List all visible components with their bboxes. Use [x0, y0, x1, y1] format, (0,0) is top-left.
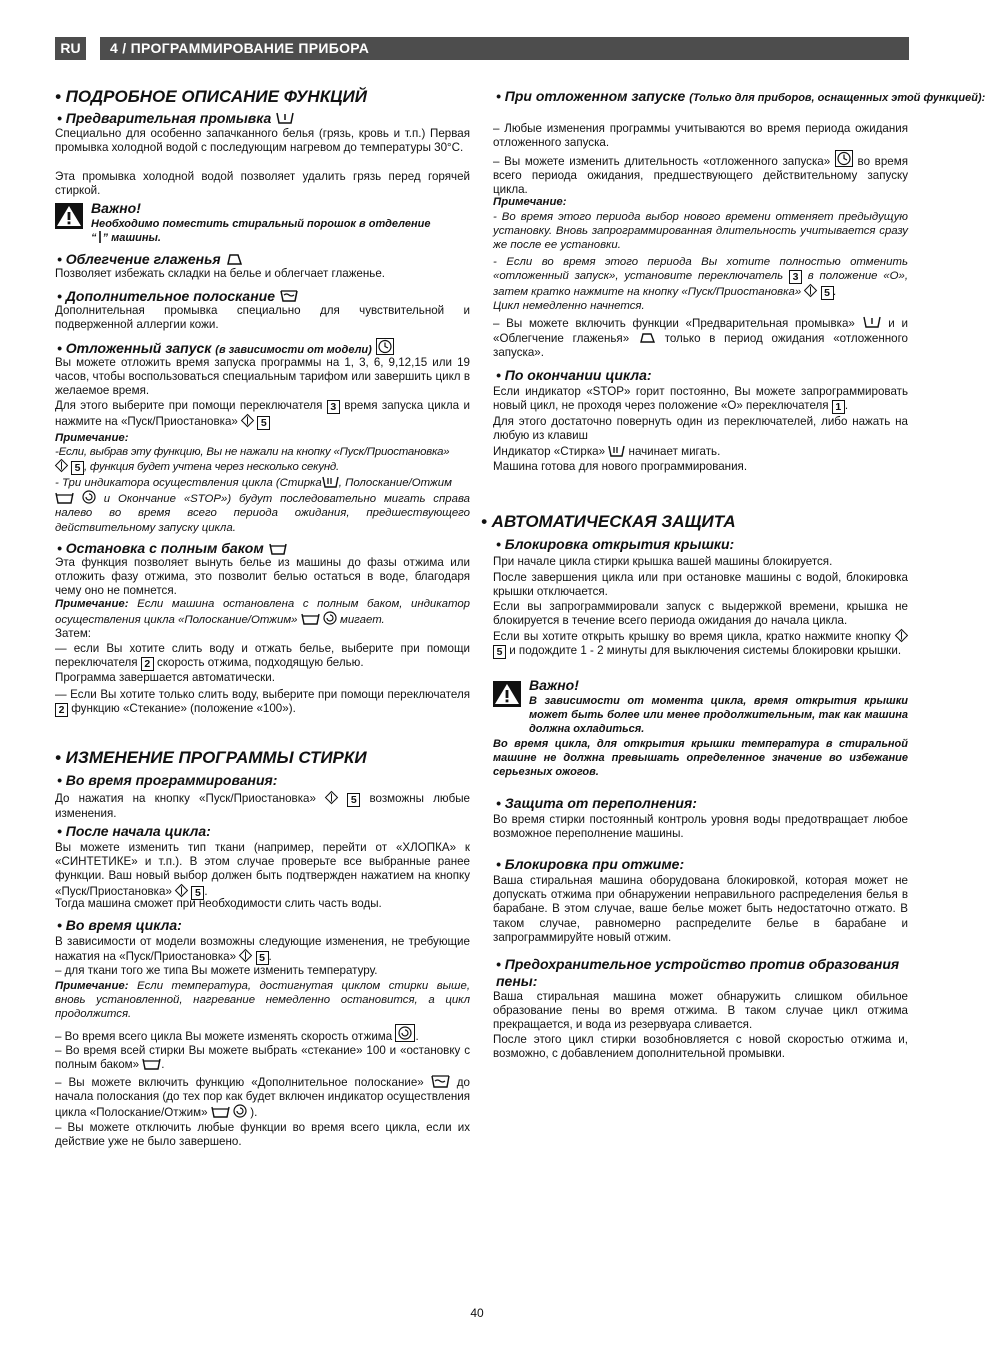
delay-note-1: -Если, выбрав эту функцию, Вы не нажали на кнопку «Пуск/Приостановка» 5 , функция будет учтена через несколько секунд. [55, 446, 450, 475]
rinse-hold-drain-spin: — если Вы хотите слить воду и отжать белье, выберите при помощи переключателя 2 скорость отжима, подходящую белью. Программа завершается автоматически. [55, 642, 470, 685]
overflow-protection-text: Во время стирки постоянный контроль уровня воды предотвращает любое возможное переполнение машины. [493, 813, 908, 841]
start-pause-icon [804, 284, 817, 297]
rinse-hold-title: • Остановка с полным баком [55, 540, 472, 557]
during-programming-title: • Во время программирования: [57, 772, 278, 788]
prewash-icon [862, 315, 882, 329]
end-of-cycle-text-1: Если индикатор «STOP» горит постоянно, Вы можете запрограммировать новый цикл, не проходя через положение «О» переключателя 1 . [493, 385, 908, 414]
extra-rinse-title: • Дополнительное полоскание [55, 288, 472, 305]
end-of-cycle-title: • По окончании цикла: [496, 367, 652, 383]
delayed-start-note-1: - Во время этого периода выбор нового времени отменяет предыдущую установку. Вновь запрограммированная длительность учитывается сразу же после ее установки. [493, 211, 908, 252]
selector-key-3: 3 [327, 400, 340, 414]
spin-speed-icon [395, 1024, 415, 1042]
detergent-compartment-icon [97, 231, 103, 243]
easy-iron-icon [225, 252, 243, 266]
note-label: Примечание: [55, 432, 129, 444]
delayed-start-text-1: – Любые изменения программы учитываются во время периода ожидания отложенного запуска. [493, 122, 908, 150]
then-label: Затем: [55, 627, 92, 640]
start-pause-icon [241, 414, 254, 427]
lid-lock-text-1: При начале цикла стирки крышка вашей машины блокируется. [493, 555, 833, 568]
start-key-5: 5 [257, 416, 270, 430]
start-key-5: 5 [71, 461, 84, 475]
lid-lock-text-2: После завершения цикла или при остановке машины с водой, блокировка крышки отключается. [493, 571, 908, 599]
rinse-spin-indicator-icon [301, 613, 320, 625]
foam-protection-text-2: После этого цикл стирки возобновляется с новой скоростью отжима и, возможно, с добавлением дополнительной промывки. [493, 1033, 908, 1061]
during-cycle-text-2: – для ткани того же типа Вы можете изменить температуру. [55, 964, 378, 977]
spin-lock-text: Ваша стиральная машина оборудована блокировкой, которая может не допускать отжима при обнаружении неправильного распределения белья в барабане. В этом случае, ваше белье может быть недостаточно отжато. В таком случае, равномерно распределите белье в барабане и запрограммируйте новый отжим. [493, 874, 908, 944]
start-pause-icon [55, 459, 68, 472]
warning-icon [493, 681, 521, 707]
rinse-hold-drain-only: — Если Вы хотите только слить воду, выберите при помощи переключателя 2 функцию «Стекание» (положение «100»). [55, 688, 470, 717]
section-change-program-title: • ИЗМЕНЕНИЕ ПРОГРАММЫ СТИРКИ [55, 748, 367, 767]
delay-start-text-1: Вы можете отложить время запуска программы на 1, 3, 6, 9,12,15 или 19 часов, чтобы воспользоваться специальным тарифом или завершить цикл в желаемое время. [55, 356, 470, 398]
lid-lock-text-3: Если вы запрограммировали запуск с выдержкой времени, крышка не блокируется в течение всего периода ожидания до начала цикла. [493, 600, 908, 628]
selector-key-1: 1 [832, 400, 845, 414]
delayed-start-text-2: – Вы можете изменить длительность «отложенного запуска» во время всего периода ожидания, предшествующего действительному запуску цикла. [493, 150, 908, 198]
easy-iron-title: • Облегчение глаженья [55, 251, 472, 268]
foam-protection-title: • Предохранительное устройство против образования пены: [496, 956, 900, 989]
during-cycle-extra-rinse: – Вы можете включить функцию «Дополнительное полоскание» до начала полоскания (до тех пор как будет включен индикатор осуществления цикла «Полоскание/Отжим» ). [55, 1076, 470, 1120]
extra-rinse-text: Дополнительная промывка специально для чувствительной и подверженной аллергии кожи. [55, 304, 470, 332]
clock-icon [835, 150, 853, 167]
wash-indicator-icon [322, 476, 339, 488]
end-of-cycle-text-4: Машина готова для нового программирования. [493, 460, 748, 473]
start-pause-icon [895, 629, 908, 642]
rinse-hold-icon [142, 1058, 161, 1070]
extra-rinse-icon [431, 1075, 450, 1088]
start-key-5: 5 [191, 886, 204, 900]
section-auto-protection-title: • АВТОМАТИЧЕСКАЯ ЗАЩИТА [481, 512, 736, 531]
delay-start-title: • Отложенный запуск (в зависимости от модели) [55, 338, 472, 359]
delayed-start-note-3: Цикл немедленно начнется. [493, 300, 645, 312]
start-key-5: 5 [347, 793, 360, 807]
section-detailed-functions-title: • ПОДРОБНОЕ ОПИСАНИЕ ФУНКЦИЙ [55, 87, 368, 106]
during-cycle-title: • Во время цикла: [57, 917, 182, 933]
lid-lock-title: • Блокировка открытия крышки: [496, 536, 735, 552]
during-cycle-cancel-functions: – Вы можете отключить любые функции во время всего цикла, если их действие уже не было завершено. [55, 1121, 470, 1149]
spin-lock-title: • Блокировка при отжиме: [496, 856, 685, 872]
start-pause-icon [325, 791, 338, 804]
extra-rinse-icon [279, 289, 299, 303]
end-of-cycle-text-2: Для этого достаточно повернуть один из переключателей, либо нажать на любую из клавиш [493, 415, 908, 443]
rinse-hold-icon [268, 543, 288, 555]
selector-key-2: 2 [141, 657, 154, 671]
start-key-5: 5 [493, 645, 506, 659]
important-2-text-1: В зависимости от момента цикла, время открытия крышки может быть более или менее продолжительным, так как машина должна охладиться. [529, 695, 908, 735]
delayed-start-note-2: - Если во время этого периода Вы хотите полностью отменить «отложенный запуск», установите переключатель 3 в положение «О», затем кратко нажмите на кнопку «Пуск/Приостановка» 5 . [493, 256, 909, 300]
chapter-title: 4 / ПРОГРАММИРОВАНИЕ ПРИБОРА [100, 37, 909, 60]
language-badge: RU [55, 37, 86, 60]
selector-key-3: 3 [789, 270, 802, 284]
after-start-title: • После начала цикла: [57, 823, 211, 839]
rinse-spin-indicator-icon [55, 492, 74, 504]
delayed-start-text-3: – Вы можете включить функции «Предварительная промывка» и и «Облегчение глаженья» только в период ожидания «отложенного запуска». [493, 317, 908, 360]
during-programming-text: До нажатия на кнопку «Пуск/Приостановка» 5 возможны любые изменения. [55, 792, 470, 820]
page-number: 40 [470, 1306, 484, 1320]
important-2-text-2: Во время цикла, для открытия крышки температура в стиральной машине не должна превышать определенное значение во избежание серьезных ожогов. [493, 738, 908, 778]
page-header [55, 37, 909, 60]
prewash-title: • Предварительная промывка [55, 110, 472, 127]
important-2-title: Важно! [529, 677, 579, 693]
prewash-icon [275, 111, 295, 125]
spin-icon [323, 611, 337, 625]
lid-lock-text-4: Если вы хотите открыть крышку во время цикла, кратко нажмите кнопку 5 и подождите 1 - 2 минуты для выключения системы блокировки крышки. [493, 629, 908, 659]
delay-note-2: - Три индикатора осуществления цикла (Стирка , Полоскание/Отжим и Окончание «STOP») будут последовательно мигать справа налево во время всего периода ожидания, предшествующего действительному запуску цикла. [55, 477, 470, 534]
after-start-text-1: Вы можете изменить тип ткани (например, перейти от «ХЛОПКА» к «СИНТЕТИКЕ» и т.п.). В этом случае проверьте все выбранные ранее функции. Ваш новый выбор должен быть подтвержден нажатием на кнопку «Пуск/Приостановка» 5 . [55, 841, 470, 899]
during-cycle-note: Примечание: Если температура, достигнутая циклом стирки выше, вновь установленной, нагревание немедленно остановится, а цикл продолжится. [55, 980, 470, 1021]
delay-start-text-2: Для этого выберите при помощи переключателя 3 время запуска цикла и нажмите на «Пуск/Приостановка» 5 [55, 399, 470, 429]
important-1-title: Важно! [91, 200, 141, 216]
start-key-5: 5 [256, 951, 269, 965]
note-label: Примечание: [493, 196, 567, 208]
delayed-start-change-title: • При отложенном запуске (Только для приборов, оснащенных этой функцией): [496, 88, 985, 104]
start-pause-icon [175, 884, 188, 897]
start-key-5: 5 [821, 286, 834, 300]
easy-iron-icon [638, 331, 656, 344]
during-cycle-text-1: В зависимости от модели возможны следующие изменения, не требующие нажатия на «Пуск/Приостановка» 5 . [55, 935, 470, 965]
easy-iron-text: Позволяет избежать складки на белье и облегчает глаженье. [55, 267, 385, 280]
rinse-hold-note: Примечание: Если машина остановлена с полным баком, индикатор осуществления цикла «Полоскание/Отжим» мигает. [55, 598, 471, 627]
foam-protection-text-1: Ваша стиральная машина может обнаружить слишком обильное образование пены во время отжима. В таком случае цикл отжима прекращается, и вода из резервуара сливается. [493, 990, 908, 1032]
selector-key-2: 2 [55, 703, 68, 717]
after-start-text-2: Тогда машина сможет при необходимости слить часть воды. [55, 897, 382, 910]
wash-indicator-icon [608, 445, 625, 457]
end-of-cycle-text-3: Индикатор «Стирка» начинает мигать. [493, 445, 721, 458]
during-cycle-drain-option: – Во время всей стирки Вы можете выбрать «стекание» 100 и «остановку с полным баком» . [55, 1044, 470, 1072]
overflow-protection-title: • Защита от переполнения: [496, 795, 697, 811]
during-cycle-spin-speed: – Во время всего цикла Вы можете изменять скорость отжима . [55, 1024, 470, 1044]
start-pause-icon [239, 949, 252, 962]
rinse-hold-text-1: Эта функция позволяет вынуть белье из машины до фазы отжима или отложить фазу отжима, это позволит белью остаться в воде, благодаря чему оно не помнется. [55, 556, 470, 598]
prewash-text-1: Специально для особенно запачканного белья (грязь, кровь и т.п.) Первая промывка холодной водой с последующим нагревом до температуры 30°С. [55, 127, 470, 155]
spin-icon [82, 490, 96, 504]
prewash-text-2: Эта промывка холодной водой позволяет удалить грязь перед горячей стиркой. [55, 170, 470, 198]
spin-icon [233, 1104, 247, 1118]
warning-icon [55, 203, 83, 229]
rinse-spin-indicator-icon [211, 1106, 230, 1118]
clock-icon [376, 338, 394, 355]
important-1-text: Необходимо поместить стиральный порошок в отделение “ ” машины. [91, 218, 431, 244]
